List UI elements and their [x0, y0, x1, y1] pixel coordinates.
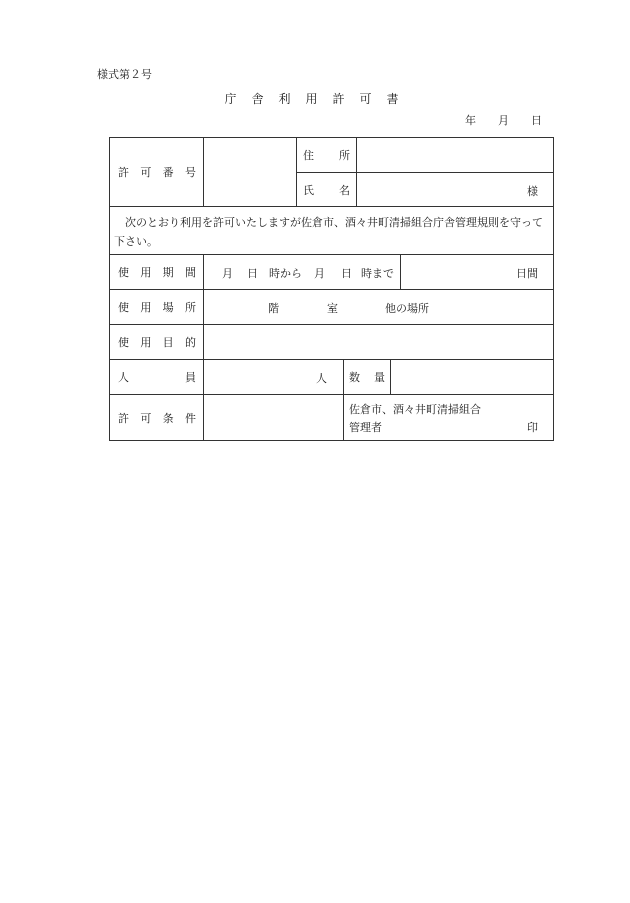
period-day-2: 日: [341, 267, 352, 280]
place-label: [118, 289, 196, 324]
period-value[interactable]: [204, 254, 400, 289]
period-days-value[interactable]: [401, 254, 554, 289]
place-label-char: 用: [140, 300, 152, 314]
quantity-label: [349, 359, 385, 394]
place-label-char: 場: [162, 300, 174, 314]
name-label-char: 氏: [303, 183, 314, 197]
quantity-label-char: 数: [349, 370, 360, 384]
conditions-label-char: 許: [118, 411, 129, 425]
people-label-char: 員: [185, 370, 196, 384]
people-label-char: 人: [118, 370, 129, 384]
purpose-value[interactable]: [204, 324, 554, 359]
period-label-char: 間: [184, 265, 196, 279]
purpose-label: [118, 324, 196, 359]
conditions-value[interactable]: [204, 394, 343, 441]
name-label: [303, 173, 350, 206]
permit-number-label-char: 号: [184, 166, 196, 179]
purpose-label-char: 使: [118, 335, 129, 349]
people-label: [118, 359, 196, 394]
period-label-char: 使: [118, 265, 129, 279]
place-other: 他の場所: [385, 302, 429, 315]
name-label-char: 名: [339, 183, 350, 197]
conditions-label-char: 可: [140, 411, 152, 425]
address-label: [303, 138, 350, 172]
address-value[interactable]: [357, 138, 554, 172]
issuer-title: 管理者: [349, 421, 382, 434]
permit-number-value[interactable]: [204, 138, 296, 206]
purpose-label-char: 的: [184, 335, 196, 349]
people-unit: 人: [316, 372, 327, 385]
period-label-char: 期: [162, 265, 174, 279]
place-room: 室: [327, 302, 338, 315]
people-value[interactable]: [204, 359, 343, 394]
document-title: 庁舎利用許可書: [224, 92, 414, 106]
place-floor: 階: [268, 302, 279, 315]
period-until: 時まで: [361, 267, 394, 280]
issuer-organization: 佐倉市、酒々井町清掃組合: [349, 403, 481, 416]
period-from: 時から: [269, 267, 302, 280]
issuer-block: [344, 394, 554, 441]
conditions-label-char: 条: [162, 411, 174, 425]
honorific-sama: 様: [527, 185, 538, 198]
period-month-1: 月: [222, 267, 233, 280]
permit-number-label-char: 番: [162, 166, 174, 179]
purpose-label-char: 用: [140, 335, 152, 349]
purpose-label-char: 目: [162, 335, 174, 349]
quantity-value[interactable]: [391, 359, 554, 394]
place-value[interactable]: [204, 289, 554, 324]
period-label-char: 用: [140, 265, 152, 279]
conditions-label-char: 件: [184, 411, 196, 425]
address-label-char: 住: [303, 149, 314, 162]
seal-mark: 印: [527, 421, 538, 434]
place-label-char: 所: [184, 300, 196, 314]
permit-number-label-char: 可: [140, 166, 152, 179]
conditions-label: [118, 394, 196, 441]
quantity-label-char: 量: [374, 370, 385, 384]
permit-form-table: [109, 137, 554, 441]
address-label-char: 所: [339, 149, 350, 162]
period-month-2: 月: [314, 267, 325, 280]
form-number-label: 様式第２号: [97, 68, 152, 81]
date-line: 年 月 日: [465, 114, 542, 127]
name-value[interactable]: [357, 173, 554, 206]
permit-number-label: [118, 138, 196, 206]
permit-number-label-char: 許: [118, 166, 129, 179]
place-label-char: 使: [118, 300, 129, 314]
notice-text: 次のとおり利用を許可いたしますが佐倉市、酒々井町清掃組合庁舎管理規則を守って下さい。: [114, 216, 543, 248]
period-day-1: 日: [247, 267, 258, 280]
period-days-unit: 日間: [516, 267, 538, 280]
period-label: [118, 254, 196, 289]
